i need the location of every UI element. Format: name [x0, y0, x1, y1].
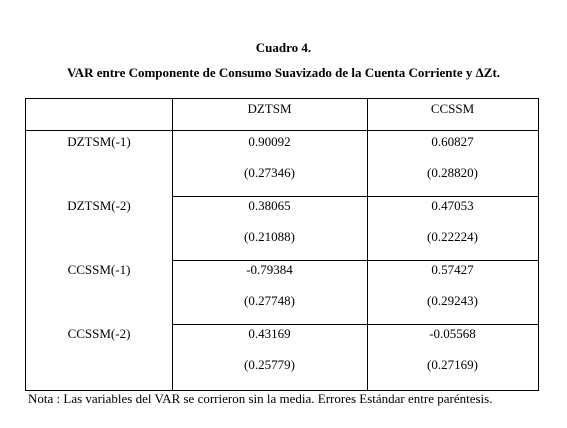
coefficient-cell: -0.05568 [429, 326, 476, 341]
coefficient-cell: 0.90092 [248, 134, 291, 149]
standard-error-cell: (0.27169) [427, 357, 478, 372]
row-label: CCSSM(-1) [67, 262, 131, 277]
standard-error-cell: (0.22224) [427, 229, 478, 244]
row-label: CCSSM(-2) [67, 326, 131, 341]
coefficient-cell: 0.38065 [248, 198, 291, 213]
row-divider [172, 196, 538, 197]
row-label: DZTSM(-1) [67, 134, 131, 149]
standard-error-cell: (0.27346) [244, 165, 295, 180]
standard-error-cell: (0.29243) [427, 293, 478, 308]
coefficient-cell: 0.47053 [431, 198, 474, 213]
coefficient-cell: -0.79384 [246, 262, 293, 277]
column-header-dztsm: DZTSM [247, 101, 292, 116]
row-divider [172, 260, 538, 261]
row-divider [172, 324, 538, 325]
table-number: Cuadro 4. [255, 40, 312, 55]
column-header-ccssm: CCSSM [430, 101, 475, 116]
standard-error-cell: (0.27748) [244, 293, 295, 308]
header-divider [26, 130, 538, 131]
standard-error-cell: (0.21088) [244, 229, 295, 244]
var-results-table [25, 98, 539, 391]
row-label: DZTSM(-2) [67, 198, 131, 213]
coefficient-cell: 0.57427 [431, 262, 474, 277]
table-title: VAR entre Componente de Consumo Suavizado de la Cuenta Corriente y ΔZt. [66, 65, 501, 80]
standard-error-cell: (0.28820) [427, 165, 478, 180]
standard-error-cell: (0.25779) [244, 357, 295, 372]
coefficient-cell: 0.60827 [431, 134, 474, 149]
coefficient-cell: 0.43169 [248, 326, 291, 341]
table-note: Nota : Las variables del VAR se corrieron sin la media. Errores Estándar entre paréntesis. [28, 391, 493, 406]
